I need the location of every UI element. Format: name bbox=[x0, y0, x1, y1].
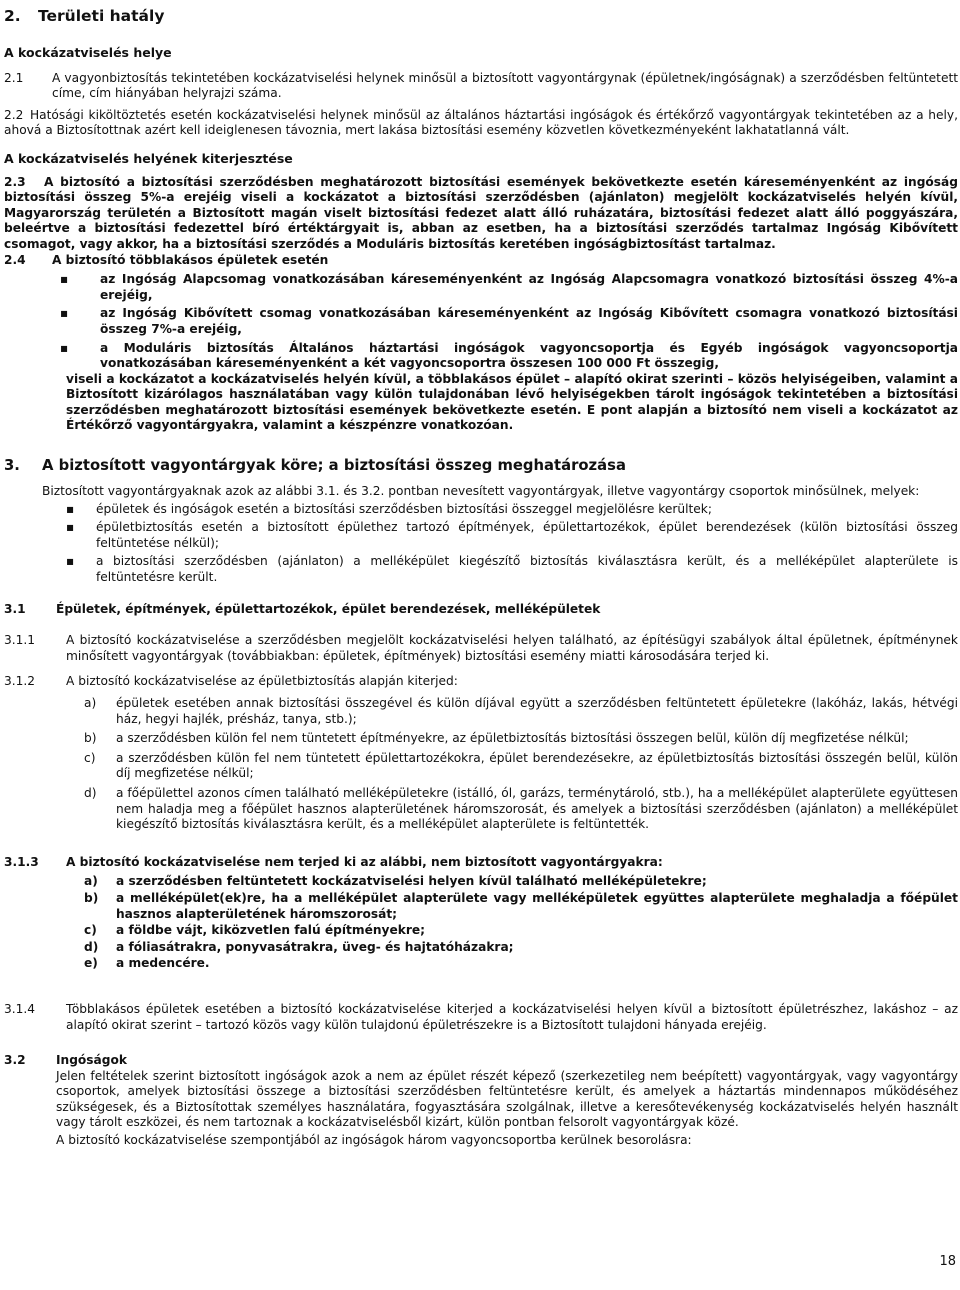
list-item: a) épületek esetében annak biztosítási összegével és külön díjával együtt a szerződésben feltüntetett épületekre (lakóház, lakás, hétvégi ház, hegyi hajlék, présház, tanya, stb.); bbox=[84, 696, 958, 726]
document-page bbox=[4, 0, 958, 1149]
subheading-helye: A kockázatviselés helye bbox=[4, 45, 172, 60]
list-3-1-3 bbox=[84, 874, 958, 972]
list-item: b) a szerződésben külön fel nem tüntetett építményekre, az épületbiztosítás biztosítási összegen belül, külön díj megfizetése nélkül; bbox=[84, 731, 909, 746]
list-item: e) a medencére. bbox=[84, 956, 210, 971]
page-number: 18 bbox=[939, 1254, 956, 1269]
list-item: ▪ a Moduláris biztosítás Általános háztartási ingóságok vagyoncsoportja és Egyéb ingóságok vagyoncsoportja vonatkozásában káreseményenként a két vagyoncsoportra összesen 100 000 Ft összegig, bbox=[60, 340, 958, 371]
section-3-intro: Biztosított vagyontárgyaknak azok az alábbi 3.1. és 3.2. pontban nevesített vagyontárgyak, illetve vagyontárgy csoportok minősülnek, melyek: bbox=[42, 484, 920, 499]
list-item: ▪ épületbiztosítás esetén a biztosított épülethez tartozó építmények, épülettartozékok, épület berendezések (külön biztosítási összeg feltüntetése nélkül); bbox=[66, 520, 958, 550]
list-item: ▪ épületek és ingóságok esetén a biztosítási szerződésben biztosítási összeggel megjelölésre kerültek; bbox=[66, 501, 712, 516]
list-item: ▪ az Ingóság Kibővített csomag vonatkozásában káreseményenként az Ingóság Kibővített csomagra vonatkozó biztosítási összeg 7%-a erejéig, bbox=[60, 306, 958, 336]
section-2-heading: 2. Területi hatály bbox=[4, 7, 165, 25]
list-item: b) a melléképület(ek)re, ha a melléképület alapterülete vagy melléképületek együttes alapterülete meghaladja a főépület hasznos alapterületének háromszorosát; bbox=[84, 890, 958, 921]
list-item: d) a fóliasátrakra, ponyvasátrakra, üveg- és hajtatóházakra; bbox=[84, 939, 514, 954]
paragraph-2-1: 2.1 A vagyonbiztosítás tekintetében kockázatviselési helynek minősül a biztosított vagyontárgynak (épületnek/ingóságnak) a szerződésben feltüntetett címe, cím hiányában helyrajzi száma. bbox=[4, 70, 958, 101]
list-item: a) a szerződésben feltüntetett kockázatviselési helyen kívül található melléképületekre; bbox=[84, 874, 707, 889]
paragraph-3-1-3: 3.1.3 A biztosító kockázatviselése nem terjed ki az alábbi, nem biztosított vagyontárgyakra: bbox=[4, 854, 663, 869]
paragraph-2-3: 2.3 A biztosító a biztosítási szerződésben meghatározott biztosítási események bekövetkezte esetén káreseményenként az ingóság biztosítási összeg 5%-a erejéig viseli a kockázatot a biztosítási szerződésben (ajánlaton) megjelölt kockázatviselés helyén kívül, Magyarország területén a Biztosított magán viselt biztosítási fedezet alatt álló ruházatára, biztosítási fedezet alatt álló poggyászára, beleértve a biztosítási fedezettel bíró értéktárgyait is, abban az esetben, ha a biztosítási szerződés tartalmaz Ingóság Kibővített csomagot, vagy akkor, ha a biztosítási szerződés a Moduláris biztosítás keretében ingóságbiztosítást tartalmaz. bbox=[4, 174, 958, 251]
list-item: c) a szerződésben külön fel nem tüntetett épülettartozékokra, épület berendezésekre, az épületbiztosítás biztosítási összegén belül, külön díj megfizetése nélkül; bbox=[84, 750, 958, 781]
paragraph-3-1-1: 3.1.1 A biztosító kockázatviselése a szerződésben megjelölt kockázatviselési helyen található, az építésügyi szabályok által épületnek, építménynek minősített vagyontárgyak (továbbiakban: épületek, építmények) biztosítási esemény miatti károsodására terjed ki. bbox=[4, 633, 958, 663]
paragraph-3-1-2: 3.1.2 A biztosító kockázatviselése az épületbiztosítás alapján kiterjed: bbox=[4, 674, 458, 689]
list-3-1-2 bbox=[84, 696, 958, 833]
paragraph-3-1-4: 3.1.4 Többlakásos épületek esetében a biztosító kockázatviselése kiterjed a kockázatviselési helyen kívül a biztosított épületrészhez, lakáshoz – az alapító okirat szerint – tartozó közös vagy külön tulajdonú épületrészekre is a Biztosított tulajdoni hányada erejéig. bbox=[4, 1001, 958, 1032]
section-3-heading: 3. A biztosított vagyontárgyak köre; a biztosítási összeg meghatározása bbox=[4, 457, 626, 475]
list-item: c) a földbe vájt, kiközvetlen falú építményekre; bbox=[84, 923, 425, 938]
paragraph-3-2-text: Jelen feltételek szerint biztosított ingóságok azok a nem az épület részét képező (szerkezetileg nem beépített) vagyontárgyak, vagy vagyontárgy csoportok, amelyek biztosítási összege a biztosítási szerződésben feltüntetésre került, és amelyek a háztartás mindennapos működéséhez szükségesek, és a Biztosítottak személyes használatára, fogyasztására szolgálnak, illetve a keresőtevékenység kockázatviselés helyén használt vagy tárolt eszközei, és nem tartoznak a kockázatviselésből kizárt, külön pontban felsorolt vagyontárgyak közé. bbox=[56, 1068, 958, 1130]
paragraph-3-1: 3.1 Épületek, építmények, épülettartozékok, épület berendezések, melléképületek bbox=[4, 601, 601, 616]
list-item: d) a főépülettel azonos címen található melléképületekre (istálló, ól, garázs, terménytároló, stb.), ha a melléképület alapterülete együttesen nem haladja meg a főépület hasznos alapterületének háromszorosát, és amelyek a biztosítási szerződésben (ajánlaton) a melléképület kiegészítő biztosítás kiválasztásra került, és a melléképület alapterülete is feltüntették. bbox=[84, 785, 958, 832]
list-section-3 bbox=[66, 502, 958, 586]
paragraph-2-4: 2.4 A biztosító többlakásos épületek esetén bbox=[4, 252, 329, 267]
paragraph-3-2: 3.2 Ingóságok bbox=[4, 1053, 127, 1068]
list-item: ▪ a biztosítási szerződésben (ajánlaton) a melléképület kiegészítő biztosítás kiválasztásra került, és a melléképület alapterülete is feltüntetésre került. bbox=[66, 554, 958, 585]
paragraph-2-2: 2.2 Hatósági kiköltöztetés esetén kockázatviselési helynek minősül az általános háztartási ingóságok és értékőrző vagyontárgyak tekintetében az a hely, ahová a Biztosítottnak azért kell ideiglenesen távoznia, mert lakása biztosítási esemény közvetlen következményeként lakhatatlanná vált. bbox=[4, 107, 958, 138]
subheading-kiterjesztes: A kockázatviselés helyének kiterjesztése bbox=[4, 150, 293, 166]
list-item: ▪ az Ingóság Alapcsomag vonatkozásában káreseményenként az Ingóság Alapcsomagra vonatkozó biztosítási összeg 4%-a erejéig, bbox=[60, 272, 958, 302]
paragraph-3-2-last: A biztosító kockázatviselése szempontjából az ingóságok három vagyoncsoportba kerülnek besorolásra: bbox=[56, 1133, 692, 1148]
paragraph-2-4-tail: viseli a kockázatot a kockázatviselés helyén kívül, a többlakásos épület – alapító okirat szerinti – közös helyiségeiben, valamint a Biztosított kizárólagos használatában vagy külön tulajdonában lévő helyiségekben tárolt ingóságok tekintetében a biztosítási szerződésben meghatározott biztosítási események bekövetkezte esetén. E pont alapján a biztosító nem viseli a kockázatot az Értékőrző vagyontárgyakra, valamint a készpénzre vonatkozóan. bbox=[66, 371, 958, 433]
list-2-4 bbox=[60, 272, 958, 372]
